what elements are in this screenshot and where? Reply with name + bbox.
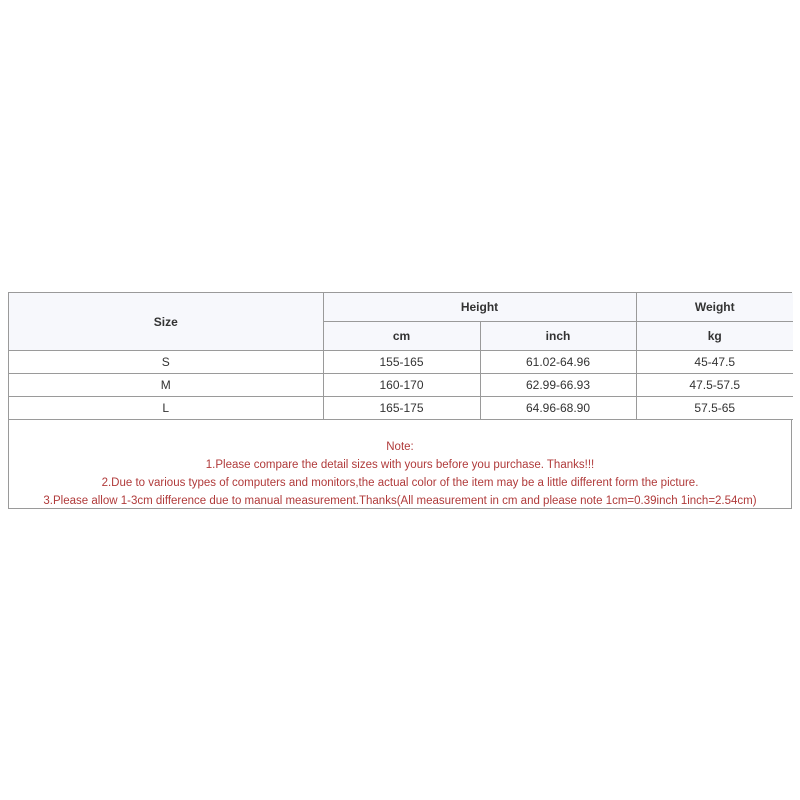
- cell-cm: 160-170: [323, 374, 480, 397]
- cell-size: M: [9, 374, 323, 397]
- header-inch: inch: [480, 322, 636, 351]
- note-line: 1.Please compare the detail sizes with yours before you purchase. Thanks!!!: [205, 459, 595, 471]
- note-title: Note:: [386, 441, 414, 453]
- table-header-row: [9, 293, 793, 322]
- table-row: [9, 351, 793, 374]
- note-line: 2.Due to various types of computers and monitors,the actual color of the item may be a little different form the picture.: [101, 477, 699, 489]
- note-line: 3.Please allow 1-3cm difference due to manual measurement.Thanks(All measurement in cm and please note 1cm=0.39inch 1inch=2.54cm): [43, 495, 757, 507]
- cell-kg: 45-47.5: [636, 351, 793, 374]
- cell-inch: 64.96-68.90: [480, 397, 636, 420]
- table-row: [9, 374, 793, 397]
- cell-inch: 61.02-64.96: [480, 351, 636, 374]
- cell-inch: 62.99-66.93: [480, 374, 636, 397]
- size-table: [9, 293, 793, 420]
- header-height: Height: [323, 293, 636, 322]
- cell-kg: 57.5-65: [636, 397, 793, 420]
- notes-section: [9, 420, 791, 510]
- header-size: Size: [9, 293, 323, 351]
- header-cm: cm: [323, 322, 480, 351]
- header-weight: Weight: [636, 293, 793, 322]
- cell-size: L: [9, 397, 323, 420]
- cell-kg: 47.5-57.5: [636, 374, 793, 397]
- size-chart: [8, 292, 792, 509]
- header-kg: kg: [636, 322, 793, 351]
- cell-size: S: [9, 351, 323, 374]
- cell-cm: 165-175: [323, 397, 480, 420]
- cell-cm: 155-165: [323, 351, 480, 374]
- table-row: [9, 397, 793, 420]
